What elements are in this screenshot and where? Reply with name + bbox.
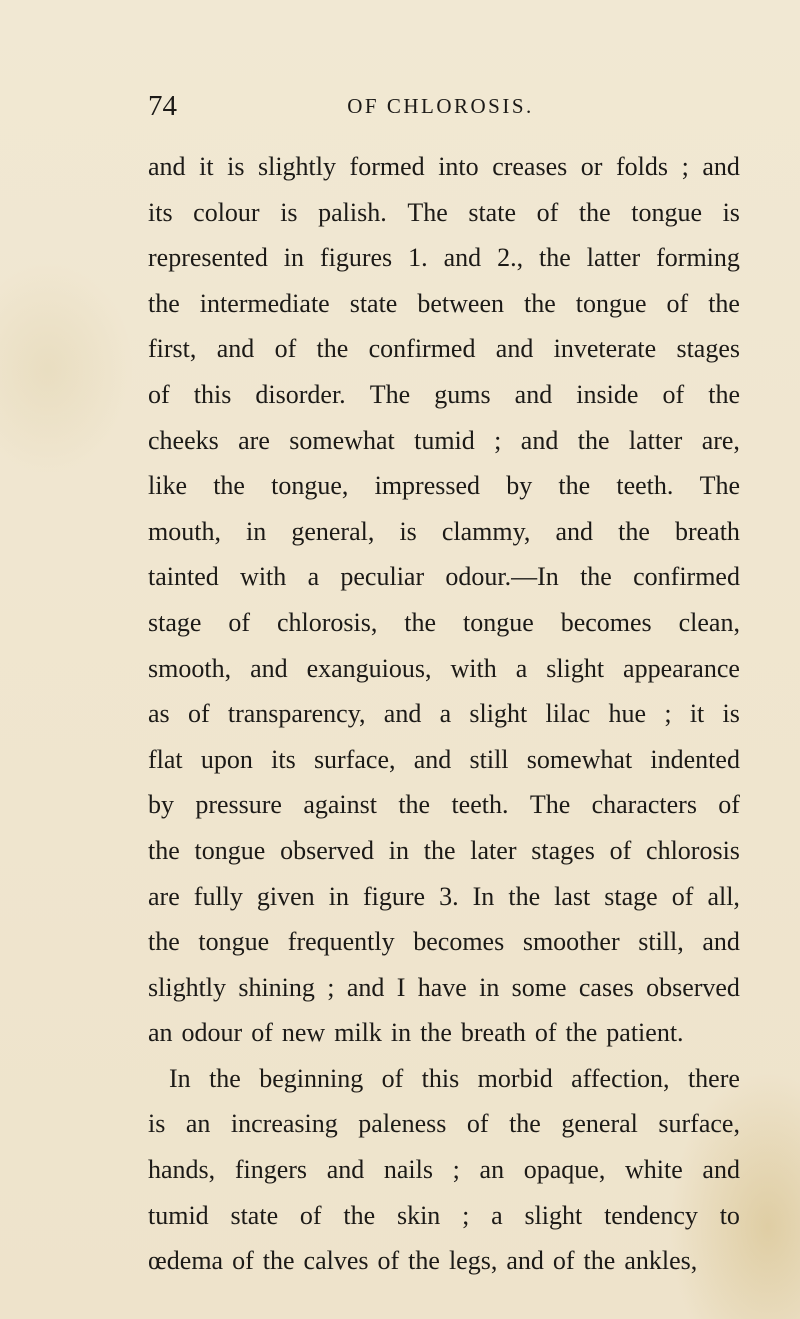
text-line: are fully given in figure 3. In the last stage of all, bbox=[148, 881, 740, 911]
text-line: In the beginning of this morbid affection, there bbox=[169, 1063, 740, 1093]
text-line: stage of chlorosis, the tongue becomes clean, bbox=[148, 607, 740, 637]
text-line: the intermediate state between the tongue of the bbox=[148, 288, 740, 318]
text-line: the tongue frequently becomes smoother still, and bbox=[148, 927, 740, 957]
text-line: smooth, and exanguious, with a slight appearance bbox=[148, 653, 740, 683]
text-line: like the tongue, impressed by the teeth. The bbox=[148, 471, 740, 501]
text-line: tainted with a peculiar odour.—In the confirmed bbox=[148, 562, 740, 592]
text-line: tumid state of the skin ; a slight tendency to bbox=[148, 1200, 740, 1230]
text-line: an odour of new milk in the breath of the patient. bbox=[148, 1018, 684, 1048]
body-text bbox=[148, 144, 740, 1284]
text-line: is an increasing paleness of the general surface, bbox=[148, 1109, 740, 1139]
text-line: hands, fingers and nails ; an opaque, white and bbox=[148, 1155, 740, 1185]
text-line: œdema of the calves of the legs, and of the ankles, bbox=[148, 1246, 698, 1276]
text-line: mouth, in general, is clammy, and the breath bbox=[148, 516, 740, 546]
text-line: of this disorder. The gums and inside of the bbox=[148, 379, 740, 409]
running-title: OF CHLOROSIS. bbox=[347, 94, 534, 118]
text-line: by pressure against the teeth. The characters of bbox=[148, 790, 740, 820]
text-line: flat upon its surface, and still somewhat indented bbox=[148, 744, 740, 774]
text-line: its colour is palish. The state of the tongue is bbox=[148, 197, 740, 227]
text-line: first, and of the confirmed and inveterate stages bbox=[148, 334, 740, 364]
text-line: represented in figures 1. and 2., the latter forming bbox=[148, 243, 740, 273]
page-header bbox=[148, 86, 733, 126]
text-line: cheeks are somewhat tumid ; and the latter are, bbox=[148, 425, 740, 455]
text-line: and it is slightly formed into creases or folds ; and bbox=[148, 152, 740, 181]
page-number: 74 bbox=[148, 90, 177, 122]
text-line: the tongue observed in the later stages of chlorosis bbox=[148, 835, 740, 865]
text-line: slightly shining ; and I have in some cases observed bbox=[148, 972, 740, 1002]
text-line: as of transparency, and a slight lilac hue ; it is bbox=[148, 699, 740, 729]
